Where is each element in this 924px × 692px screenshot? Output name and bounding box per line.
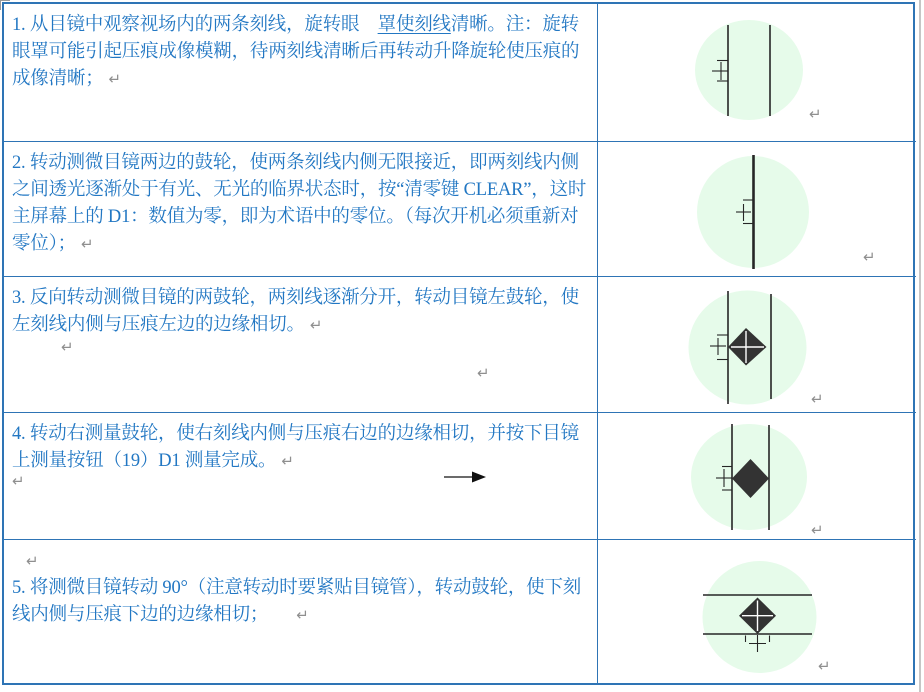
step-4-text-cell[interactable] bbox=[4, 413, 598, 540]
step-4-text: 4. 转动右测量鼓轮，使右刻线内侧与压痕右边的边缘相切，并按下目镜上测量按钮（19）D1 测量完成。 bbox=[12, 424, 579, 471]
empty-paragraph-line bbox=[12, 548, 593, 575]
paragraph-mark-icon: ↵ bbox=[296, 606, 309, 624]
step-4-paragraph[interactable] bbox=[12, 421, 593, 475]
paragraph-mark-icon: ↵ bbox=[309, 316, 323, 334]
step-2-paragraph[interactable] bbox=[12, 150, 593, 258]
step-1-text-cell[interactable] bbox=[4, 4, 598, 142]
paragraph-mark-icon: ↵ bbox=[61, 338, 74, 356]
paragraph-mark-icon: ↵ bbox=[811, 390, 824, 408]
step-3-paragraph[interactable] bbox=[12, 285, 593, 339]
eyepiece-view-both-tangent-diagram[interactable] bbox=[598, 413, 916, 539]
paragraph-mark-icon: ↵ bbox=[477, 364, 490, 382]
step-1-paragraph[interactable] bbox=[12, 12, 593, 93]
right-arrow-icon bbox=[442, 470, 490, 484]
step-1-text: 1. 从目镜中观察视场内的两条刻线，旋转眼 bbox=[12, 15, 378, 35]
step-5-paragraph[interactable] bbox=[12, 575, 593, 629]
paragraph-mark-icon: ↵ bbox=[108, 70, 122, 88]
paragraph-mark-icon: ↵ bbox=[811, 521, 824, 539]
paragraph-mark-icon: ↵ bbox=[80, 235, 94, 253]
step-5-diagram-cell[interactable] bbox=[598, 540, 916, 683]
step-5-text: 5. 将测微目镜转动 90°（注意转动时要紧贴目镜管），转动鼓轮，使下刻线内侧与压痕下边的边缘相切； bbox=[12, 578, 582, 625]
table-handle-fragment bbox=[0, 0, 1, 10]
step-5-text-cell[interactable] bbox=[4, 540, 598, 683]
paragraph-mark-icon: ↵ bbox=[26, 552, 39, 570]
paragraph-mark-icon: ↵ bbox=[12, 472, 25, 490]
step-2-text-cell[interactable] bbox=[4, 142, 598, 277]
step-1-diagram-cell[interactable] bbox=[598, 4, 916, 142]
paragraph-mark-icon: ↵ bbox=[818, 657, 831, 675]
step-1-text-after: 清晰。注：旋转眼罩可能引起压痕成像模糊，待两刻线清晰后再转动升降旋轮使压痕的成像清晰； bbox=[12, 15, 580, 89]
step-3-diagram-cell[interactable] bbox=[598, 277, 916, 413]
step-3-text-cell[interactable] bbox=[4, 277, 598, 413]
step-4-diagram-cell[interactable] bbox=[598, 413, 916, 540]
instruction-table bbox=[2, 2, 915, 685]
eyepiece-view-two-lines-diagram[interactable] bbox=[598, 4, 916, 141]
step-1-underlined-text: 罩使刻线 bbox=[377, 15, 451, 35]
table-handle-fragment bbox=[0, 0, 10, 1]
eyepiece-view-rotated-90-diagram[interactable] bbox=[598, 540, 916, 681]
paragraph-mark-icon: ↵ bbox=[809, 105, 822, 123]
step-3-text: 3. 反向转动测微目镜的两鼓轮，两刻线逐渐分开，转动目镜左鼓轮，使左刻线内侧与压痕左边的边缘相切。 bbox=[12, 288, 579, 335]
page-edge-line bbox=[919, 0, 921, 692]
step-2-text: 2. 转动测微目镜两边的鼓轮，使两条刻线内侧无限接近，即两刻线内侧之间透光逐渐处于有光、无光的临界状态时，按“清零键 CLEAR”，这时主屏幕上的 D1：数值为零，即为术语中的零位。（每次开机必须重新对零位）； bbox=[12, 153, 587, 254]
eyepiece-view-left-tangent-diagram[interactable] bbox=[598, 277, 916, 412]
step-2-diagram-cell[interactable] bbox=[598, 142, 916, 277]
paragraph-mark-icon: ↵ bbox=[863, 248, 876, 266]
paragraph-mark-icon: ↵ bbox=[281, 452, 294, 470]
